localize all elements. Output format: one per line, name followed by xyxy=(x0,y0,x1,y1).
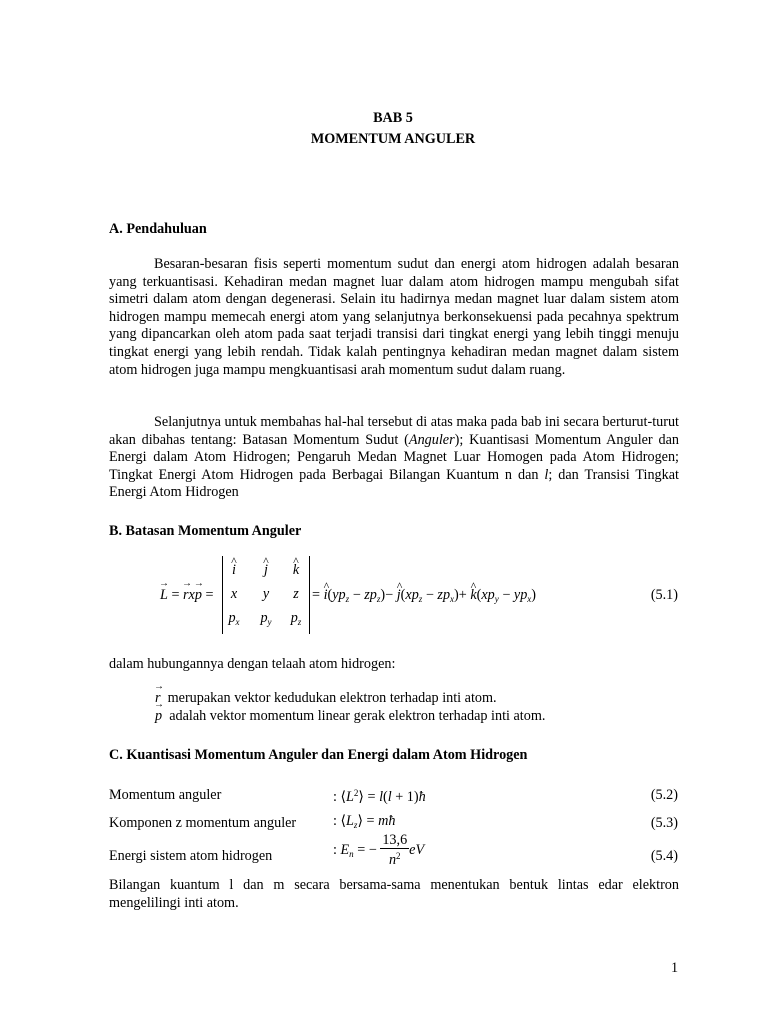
section-a-paragraph-1: Besaran-besaran fisis seperti momentum sudut dan energi atom hidrogen adalah besaran yang terkuantisasi. Kehadiran medan magnet luar dalam atom hidrogen mampu mengubah sifat simetri dalam atom dengan degenerasi. Selain itu hadirnya medan magnet luar dalam sistem atom hidrogen mampu memecah energi atom yang selanjutnya berkonsekuensi pada pecahnya spektrum yang dipancarkan oleh atom pada saat terjadi transisi dari tingkat energi yang lebih tinggi menuju tingkat energi yang lebih rendah. Tidak kalah pentingnya kehadiran medan magnet dalam sistem atom hidrogen juga mampu mengkuantisasi arah momentum sudut dalam ruang. xyxy=(109,256,679,378)
equation-5-3: : $⟨L_z⟩$ = mħ xyxy=(333,813,396,830)
section-c-heading: C. Kuantisasi Momentum Anguler dan Energi dalam Atom Hidrogen xyxy=(109,747,528,763)
closing-paragraph: Bilangan kuantum l dan m secara bersama-sama menentukan bentuk lintas edar elektron mengelilingi inti atom. xyxy=(109,877,679,911)
z-component-label: Komponen z momentum anguler xyxy=(109,815,297,831)
chapter-title: MOMENTUM ANGULER xyxy=(310,131,476,147)
relation-intro-text: dalam hubungannya dengan telaah atom hidrogen: xyxy=(109,656,396,672)
equation-number-5-4: (5.4) xyxy=(650,848,678,864)
chapter-label: BAB 5 xyxy=(373,110,413,126)
r-vector-line: → r merupakan vektor kedudukan elektron terhadap inti atom. xyxy=(155,690,497,708)
p-vector-line: → p adalah vektor momentum linear gerak elektron terhadap inti atom. xyxy=(155,708,545,726)
equation-5-1-rhs: = ^ $i(yp_z - zp_z)-$ ^ $j(xp_z - zp_x)+$ ^ $k(xp_y - yp_x)$ xyxy=(312,587,536,609)
equation-5-2: : $⟨L^2⟩ = l(l$ + 1)ħ xyxy=(333,788,426,805)
section-b-heading: B. Batasan Momentum Anguler xyxy=(109,523,302,539)
section-a-paragraph-2: Selanjutnya untuk membahas hal-hal tersebut di atas maka pada bab ini secara berturut-turut akan dibahas tentang: Batasan Momentum Sudut (Anguler); Kuantisasi Momentum Anguler dan Energi dalam Atom Hidrogen; Pengaruh Medan Magnet Luar Homogen pada Atom Hidrogen; Tingkat Energi Atom Hidrogen pada Berbagai Bilangan Kuantum n dan l; dan Transisi Tingkat Energi Atom Hidrogen xyxy=(109,414,679,501)
equation-5-1-lhs: → L = → rx→ p = xyxy=(160,587,214,605)
equation-number-5-1: (5.1) xyxy=(650,587,678,603)
energy-label: Energi sistem atom hidrogen xyxy=(109,848,273,864)
equation-number-5-2: (5.2) xyxy=(650,787,678,803)
section-a-heading: A. Pendahuluan xyxy=(109,221,207,237)
equation-number-5-3: (5.3) xyxy=(650,815,678,831)
determinant-matrix: ^ i ^ j ^ k x y z $p_x$ $p_y$ $p_z$ xyxy=(222,556,310,634)
angular-momentum-label: Momentum anguler xyxy=(109,787,222,803)
equation-5-4: : $E_n$ = − $\frac{13,6}{n^2}$ eV xyxy=(333,832,425,868)
page-number: 1 xyxy=(671,960,679,976)
